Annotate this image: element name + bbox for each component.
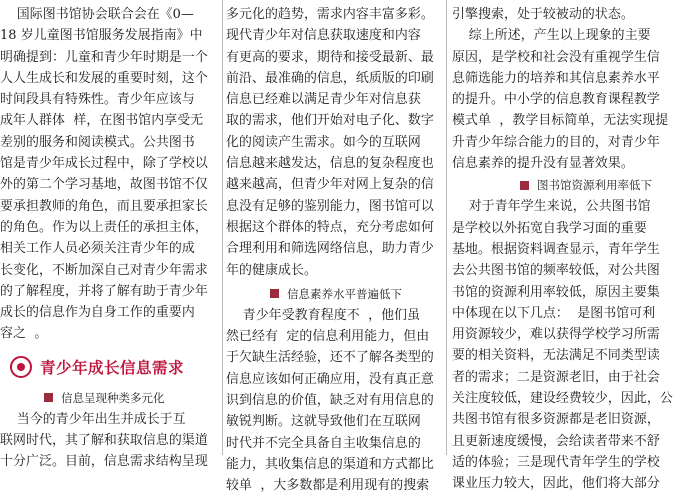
column-1 <box>0 0 218 470</box>
subheading-1-text: 信息呈现种类多元化 <box>61 390 165 405</box>
text-line: 时代并不完全具备自主收集信息的 <box>226 435 421 451</box>
text-line: 信息应该如何正确应用，没有真正意 <box>226 371 434 387</box>
text-line: 青少年受教育程度不 ，他们虽 <box>226 307 421 323</box>
text-line: 书馆的资源利用率较低，原因主要集 <box>452 284 660 300</box>
text-line: 课业压力较大，因此，他们将大部分 <box>452 476 660 492</box>
text-line: 容之 。 <box>0 326 48 342</box>
text-line: 现代青少年对信息获取速度和内容 <box>226 28 421 44</box>
text-line: 信息越来越发达，信息的复杂程度也 <box>226 156 434 172</box>
subheading-3-text: 图书馆资源利用率低下 <box>537 178 652 193</box>
text-line: 用资源较少，难以获得学校学习所需 <box>452 327 660 343</box>
text-line: 是学校以外拓宽自我学习面的重要 <box>452 220 647 236</box>
text-line: 化的阅读产生需求。如今的互联网 <box>226 134 421 150</box>
square-bullet-icon <box>520 181 529 190</box>
text-line: 长变化，不断加深自己对青少年需求 <box>0 262 208 278</box>
text-line: 馆是青少年成长过程中，除了学校以 <box>0 156 208 172</box>
subheading-2 <box>226 283 440 305</box>
text-line: 有更高的要求，期待和接受最新、最 <box>226 49 434 65</box>
text-line: 基地。根据资料调查显示，青年学生 <box>452 241 660 257</box>
text-line: 较单 ，大多数都是利用现有的搜索 <box>226 478 430 494</box>
section-heading <box>0 347 218 387</box>
text-line: 对于青年学生来说，公共图书馆 <box>452 199 651 215</box>
text-line: 原因，是学校和社会没有重视学生信 <box>452 49 660 65</box>
text-line: 的了解程度，并将了解有助于青少年 <box>0 283 208 299</box>
text-line: 识到信息的价值，缺乏对有用信息的 <box>226 393 434 409</box>
text-line: 成长的信息作为自身工作的重要内 <box>0 305 195 321</box>
target-bullet-icon <box>10 356 32 378</box>
column-rule-2 <box>446 0 447 455</box>
text-line: 中体现在以下几点： 是图书馆可利 <box>452 305 656 321</box>
subheading-2-text: 信息素养水平普遍低下 <box>287 286 402 301</box>
text-line: 18 岁儿童图书馆服务发展指南》中 <box>0 28 203 44</box>
square-bullet-icon <box>270 289 279 298</box>
text-line: 合理利用和筛选网络信息，助力青少 <box>226 241 434 257</box>
text-line: 去公共图书馆的频率较低，对公共图 <box>452 263 660 279</box>
column-rule-1 <box>222 0 223 455</box>
text-line: 取的需求，他们开始对电子化、数字 <box>226 113 434 129</box>
text-line: 多元化的趋势，需求内容丰富多彩。 <box>226 7 434 22</box>
text-line: 于欠缺生活经验，还不了解各类型的 <box>226 350 434 366</box>
text-line: 然已经有 定的信息利用能力，但由 <box>226 329 430 345</box>
text-line: 的提升。中小学的信息教育课程教学 <box>452 92 660 108</box>
text-line: 人人生成长和发展的重要时刻，这个 <box>0 70 208 86</box>
paragraph-4 <box>452 4 680 174</box>
text-line: 能力，其收集信息的渠道和方式都比 <box>226 456 434 472</box>
text-line: 年的健康成长。 <box>226 262 317 278</box>
text-line: 越来越高，但青少年对网上复杂的信 <box>226 177 434 193</box>
text-line: 者的需求；二是资源老旧，由于社会 <box>452 369 660 385</box>
text-line: 升青少年综合能力的目的，对青少年 <box>452 134 660 150</box>
text-line: 成年人群体 样，在图书馆内享受无 <box>0 113 204 129</box>
text-line: 当今的青少年出生并成长于互 <box>0 411 186 427</box>
text-line: 差别的服务和阅读模式。公共图书 <box>0 134 195 150</box>
column-2 <box>226 0 440 494</box>
text-line: 信息已经难以满足青少年对信息获 <box>226 92 421 108</box>
text-line: 十分广泛。目前，信息需求结构呈现 <box>0 454 208 470</box>
paragraph-5 <box>452 196 680 494</box>
text-line: 信息素养的提升没有显著效果。 <box>452 156 634 172</box>
text-line: 关注度较低，建设经费较少，因此，公 <box>452 391 673 407</box>
text-line: 根据这个群体的特点，充分考虑如何 <box>226 219 434 235</box>
subheading-1 <box>0 387 218 409</box>
text-line: 息筛选能力的培养和其信息素养水平 <box>452 70 660 86</box>
column-3 <box>452 0 680 492</box>
text-line: 引擎搜索，处于较被动的状态。 <box>452 7 634 22</box>
text-line: 联网时代，其了解和获取信息的渠道 <box>0 433 208 449</box>
paragraph-2 <box>226 4 440 281</box>
paragraph-intro <box>0 4 218 345</box>
text-line: 综上所述，产生以上现象的主要 <box>452 28 651 44</box>
text-line: 外的第二个学习基地，故图书馆不仅 <box>0 177 208 193</box>
text-line: 相关工作人员必须关注青少年的成 <box>0 241 195 257</box>
text-line: 敏锐判断。这就导致他们在互联网 <box>226 414 421 430</box>
text-line: 模式单 ，教学目标简单，无法实现提 <box>452 113 669 129</box>
square-bullet-icon <box>44 393 53 402</box>
paragraph-1 <box>0 409 218 473</box>
subheading-3 <box>452 174 680 196</box>
text-line: 的角色。作为以上责任的承担主体， <box>0 219 208 235</box>
text-line: 且更新速度缓慢，会给读者带来不舒 <box>452 433 660 449</box>
text-line: 明确提到：儿童和青少年时期是一个 <box>0 49 208 65</box>
text-line: 适的体验；三是现代青年学生的学校 <box>452 454 660 470</box>
section-heading-text: 青少年成长信息需求 <box>40 358 185 377</box>
text-line: 要的相关资料，无法满足不同类型读 <box>452 348 660 364</box>
text-line: 时间段具有特殊性。青少年应该与 <box>0 92 195 108</box>
text-line: 息没有足够的鉴别能力，图书馆可以 <box>226 198 434 214</box>
text-line: 前沿、最准确的信息，纸质版的印刷 <box>226 70 434 86</box>
text-line: 要承担教师的角色，而且要承担家长 <box>0 198 208 214</box>
text-line: 共图书馆有很多资源都是老旧资源， <box>452 412 660 428</box>
text-line: 国际图书馆协会联合会在《0— <box>0 7 194 22</box>
paragraph-3 <box>226 305 440 497</box>
